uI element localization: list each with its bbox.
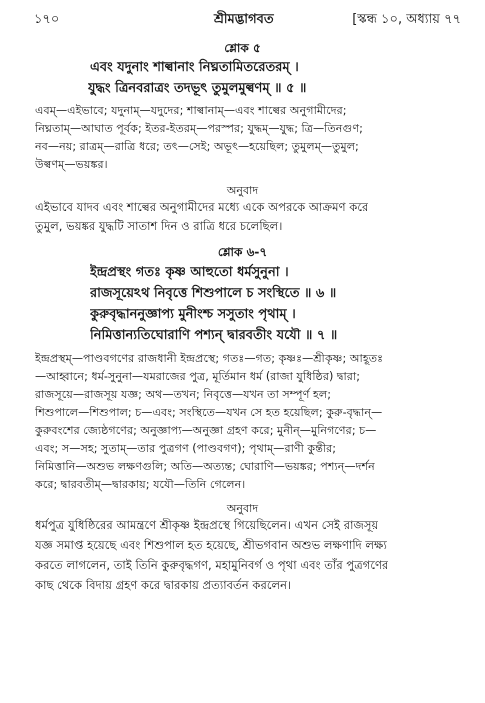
verse-heading: শ্লোক ৫ xyxy=(224,41,261,55)
translation-line: এইভাবে যাদব এবং শাল্বের অনুগামীদের মধ্যে একে অপরকে আক্রমণ করে xyxy=(35,200,369,214)
word-meaning-line: রাজসূয়ে—রাজসূয় যজ্ঞ; অথ—তখন; নিবৃত্তে—যখন তা সম্পূর্ণ হল; xyxy=(35,388,332,401)
word-meaning-line: নব—নয়; রাত্রম্—রাত্রি ধরে; তৎ—সেই; অভূৎ—হয়েছিল; তুমুলম্—তুমুল; xyxy=(35,140,359,153)
translation-line: যজ্ঞ সমাপ্ত হয়েছে এবং শিশুপাল হত হয়েছে, শ্রীভগবান অশুভ লক্ষণাদি লক্ষ্য xyxy=(35,538,387,552)
section-reference: [স্কন্ধ ১০, অধ্যায় ৭৭ xyxy=(352,12,461,27)
word-meaning-line: করে; দ্বারবতীম্—দ্বারকায়; যযৌ—তিনি গেলেন। xyxy=(35,478,246,491)
word-meaning-line: কুরুবংশের জ্যেষ্ঠগণের; অনুজ্ঞাপ্য—অনুজ্ঞা গ্রহণ করে; মুনীন্—মুনিগণের; চ— xyxy=(35,424,377,437)
word-meaning-line: উল্বণম্—ভয়ঙ্কর। xyxy=(35,158,108,171)
word-meaning-line: শিশুপালে—শিশুপাল; চ—এবং; সংস্থিতে—যখন সে হত হয়েছিল; কুরু-বৃদ্ধান্— xyxy=(35,406,383,419)
running-header xyxy=(34,10,461,32)
sanskrit-line: নিমিত্তান্যতিঘোরাণি পশ্যন্ দ্বারবতীং যযৌ ॥ ৭ ॥ xyxy=(90,328,338,343)
word-meaning-line: নিঘ্নতাম্—আঘাত পূর্বক; ইতর-ইতরম্—পরস্পর; যুদ্ধম্—যুদ্ধ; ত্রি—তিনগুণ; xyxy=(35,122,363,135)
translation-line: করতে লাগলেন, তাই তিনি কুরুবৃদ্ধগণ, মহামুনিবর্গ ও পৃথা এবং তাঁর পুত্রগণের xyxy=(35,558,389,572)
verse-heading: শ্লোক ৬-৭ xyxy=(217,245,268,259)
word-meaning-line: —আহ্বানে; ধর্ম-সুনুনা—যমরাজের পুত্র, মূর্তিমান ধর্ম (রাজা যুধিষ্ঠির) দ্বারা; xyxy=(35,370,360,383)
book-title: শ্রীমদ্ভাগবত xyxy=(214,12,274,27)
sanskrit-line: এবং যদুনাং শাল্বানাং নিঘ্নতামিতরেতরম্ । xyxy=(90,60,299,75)
word-meaning-line: ইন্দ্রপ্রস্থম্—পাণ্ডবগণের রাজধানী ইন্দ্রপ্রস্থে; গতঃ—গত; কৃষ্ণঃ—শ্রীকৃষ্ণ; আহূতঃ xyxy=(35,352,384,365)
translation-label: অনুবাদ xyxy=(226,184,259,197)
sanskrit-line: কুরুবৃদ্ধাননুজ্ঞাপ্য মুনীংশ্চ সসুতাং পৃথাম্ । xyxy=(90,307,296,322)
translation-line: কাছ থেকে বিদায় গ্রহণ করে দ্বারকায় প্রত্যাবর্তন করলেন। xyxy=(35,578,292,592)
word-meaning-line: এবম্—এইভাবে; যদুনাম্—যদুদের; শাল্বানাম্—এবং শাল্বের অনুগামীদের; xyxy=(35,104,347,117)
translation-line: তুমুল, ভয়ঙ্কর যুদ্ধটি সাতাশ দিন ও রাত্রি ধরে চলেছিল। xyxy=(35,219,283,233)
sanskrit-line: রাজসূয়েঽথ নিবৃত্তে শিশুপালে চ সংস্থিতে ॥ ৬ ॥ xyxy=(90,286,337,301)
page-number: ১৭০ xyxy=(34,12,60,27)
translation-label: অনুবাদ xyxy=(226,502,259,515)
sanskrit-line: ইন্দ্রপ্রস্থং গতঃ কৃষ্ণ আহুতো ধর্মসুনুনা । xyxy=(90,265,289,280)
word-meaning-line: এবং; স—সহ; সুতাম্—তার পুত্রগণ (পাণ্ডবগণ); পৃথাম্—রাণী কুন্তীর; xyxy=(35,442,337,455)
translation-line: ধর্মপুত্র যুধিষ্ঠিরের আমন্ত্রণে শ্রীকৃষ্ণ ইন্দ্রপ্রস্থে গিয়েছিলেন। এখন সেই রাজসূয় xyxy=(35,518,379,532)
word-meaning-line: নিমিত্তানি—অশুভ লক্ষণগুলি; অতি—অত্যন্ত; ঘোরাণি—ভয়ঙ্কর; পশ্যন্—দর্শন xyxy=(35,460,375,473)
sanskrit-line: যুদ্ধং ত্রিনবরাত্রং তদভূৎ তুমুলমুল্বণম্ ॥ ৫ ॥ xyxy=(88,81,307,96)
